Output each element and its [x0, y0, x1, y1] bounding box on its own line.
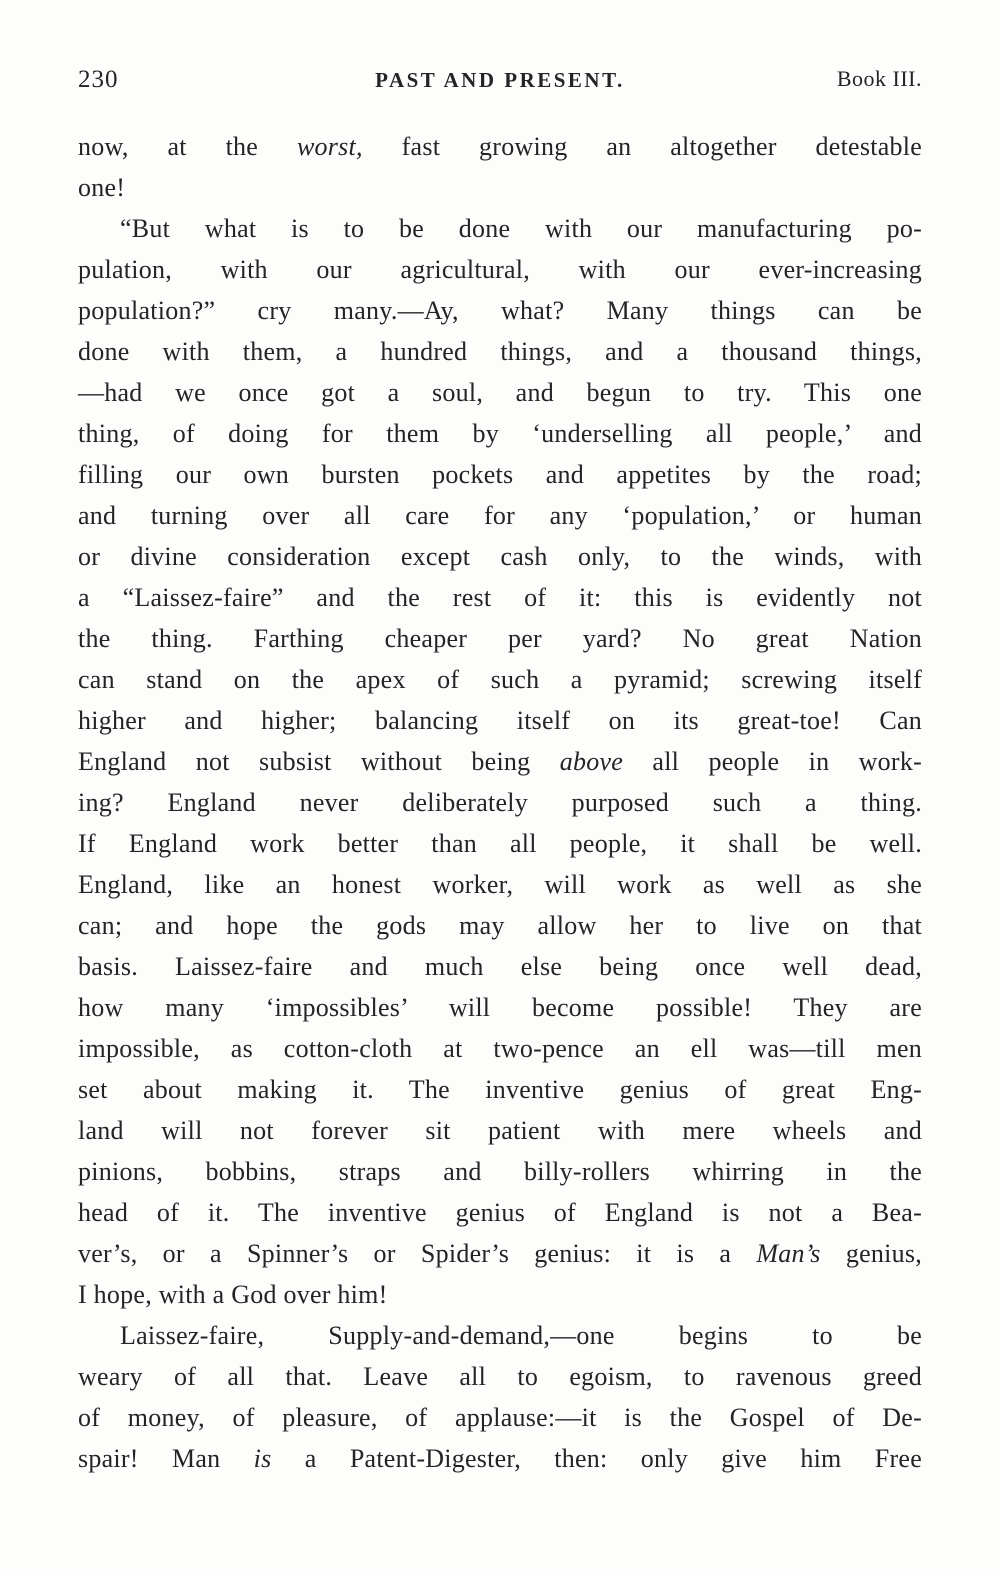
text-line	[78, 905, 922, 946]
text-segment: If England work better than all people, it shall be well.	[78, 829, 922, 858]
text-segment: spair! Man	[78, 1444, 254, 1473]
text-line	[78, 782, 922, 823]
text-line	[78, 454, 922, 495]
text-line	[78, 1356, 922, 1397]
text-line	[78, 864, 922, 905]
text-segment: population?” cry many.—Ay, what? Many things can be	[78, 296, 922, 325]
page-header	[78, 64, 922, 98]
text-segment: a “Laissez-faire” and the rest of it: this is evidently not	[78, 583, 922, 612]
paragraph	[78, 126, 922, 208]
text-line	[78, 577, 922, 618]
text-line	[78, 659, 922, 700]
text-segment: Laissez-faire, Supply-and-demand,—one begins to be	[120, 1321, 922, 1350]
text-segment: one!	[78, 173, 126, 202]
text-segment: pulation, with our agricultural, with our ever-increasing	[78, 255, 922, 284]
paragraph	[78, 1315, 922, 1479]
text-segment: I hope, with a God over him!	[78, 1280, 388, 1309]
text-segment: the thing. Farthing cheaper per yard? No great Nation	[78, 624, 922, 653]
text-segment: ver’s, or a Spinner’s or Spider’s genius: it is a	[78, 1239, 757, 1268]
text-segment: genius,	[820, 1239, 922, 1268]
italic-text: above	[559, 747, 624, 776]
text-line	[78, 331, 922, 372]
text-line	[78, 1151, 922, 1192]
running-title: PAST AND PRESENT.	[375, 68, 625, 92]
text-line	[78, 413, 922, 454]
text-segment: ing? England never deliberately purposed such a thing.	[78, 788, 922, 817]
text-segment: can stand on the apex of such a pyramid; screwing itself	[78, 665, 922, 694]
text-segment: how many ‘impossibles’ will become possible! They are	[78, 993, 922, 1022]
text-line	[78, 208, 922, 249]
text-line	[78, 618, 922, 659]
text-segment: England, like an honest worker, will work as well as she	[78, 870, 922, 899]
italic-text: is	[253, 1444, 272, 1473]
text-line	[78, 536, 922, 577]
text-segment: impossible, as cotton-cloth at two-pence an ell was—till men	[78, 1034, 922, 1063]
text-segment: “But what is to be done with our manufacturing po-	[120, 214, 922, 243]
text-line	[78, 1274, 922, 1315]
text-segment: weary of all that. Leave all to egoism, to ravenous greed	[78, 1362, 922, 1391]
text-line	[78, 987, 922, 1028]
book-label: Book III.	[836, 66, 922, 91]
text-line	[78, 1069, 922, 1110]
text-line	[78, 823, 922, 864]
text-line	[78, 1110, 922, 1151]
text-line	[78, 741, 922, 782]
text-line	[78, 290, 922, 331]
text-line	[78, 1028, 922, 1069]
page-number: 230	[78, 66, 119, 93]
text-line	[78, 1397, 922, 1438]
text-line	[78, 495, 922, 536]
text-segment: higher and higher; balancing itself on its great-toe! Can	[78, 706, 922, 735]
text-segment: fast growing an altogether detestable	[362, 132, 922, 161]
text-segment: a Patent-Digester, then: only give him Free	[271, 1444, 922, 1473]
text-segment: England not subsist without being	[78, 747, 560, 776]
text-segment: —had we once got a soul, and begun to try. This one	[78, 378, 922, 407]
text-segment: and turning over all care for any ‘population,’ or human	[78, 501, 922, 530]
text-line	[78, 700, 922, 741]
text-line	[78, 1438, 922, 1479]
text-segment: all people in work-	[623, 747, 922, 776]
text-segment: done with them, a hundred things, and a thousand things,	[78, 337, 922, 366]
text-segment: set about making it. The inventive genius of great Eng-	[78, 1075, 922, 1104]
text-line	[78, 126, 922, 167]
text-segment: filling our own bursten pockets and appetites by the road;	[78, 460, 922, 489]
text-segment: or divine consideration except cash only, to the winds, with	[78, 542, 922, 571]
text-segment: thing, of doing for them by ‘underselling all people,’ and	[78, 419, 922, 448]
text-segment: land will not forever sit patient with mere wheels and	[78, 1116, 922, 1145]
text-line	[78, 249, 922, 290]
italic-text: worst,	[296, 132, 363, 161]
text-segment: basis. Laissez-faire and much else being once well dead,	[78, 952, 922, 981]
text-line	[78, 372, 922, 413]
italic-text: Man’s	[756, 1239, 821, 1268]
text-segment: can; and hope the gods may allow her to live on that	[78, 911, 922, 940]
text-segment: pinions, bobbins, straps and billy-rollers whirring in the	[78, 1157, 922, 1186]
text-line	[78, 946, 922, 987]
text-line	[78, 1233, 922, 1274]
text-segment: of money, of pleasure, of applause:—it is the Gospel of De-	[78, 1403, 922, 1432]
body-text	[78, 126, 922, 1479]
text-line	[78, 167, 922, 208]
text-line	[78, 1192, 922, 1233]
text-segment: head of it. The inventive genius of England is not a Bea-	[78, 1198, 922, 1227]
text-segment: now, at the	[78, 132, 297, 161]
paragraph	[78, 208, 922, 1315]
text-line	[78, 1315, 922, 1356]
